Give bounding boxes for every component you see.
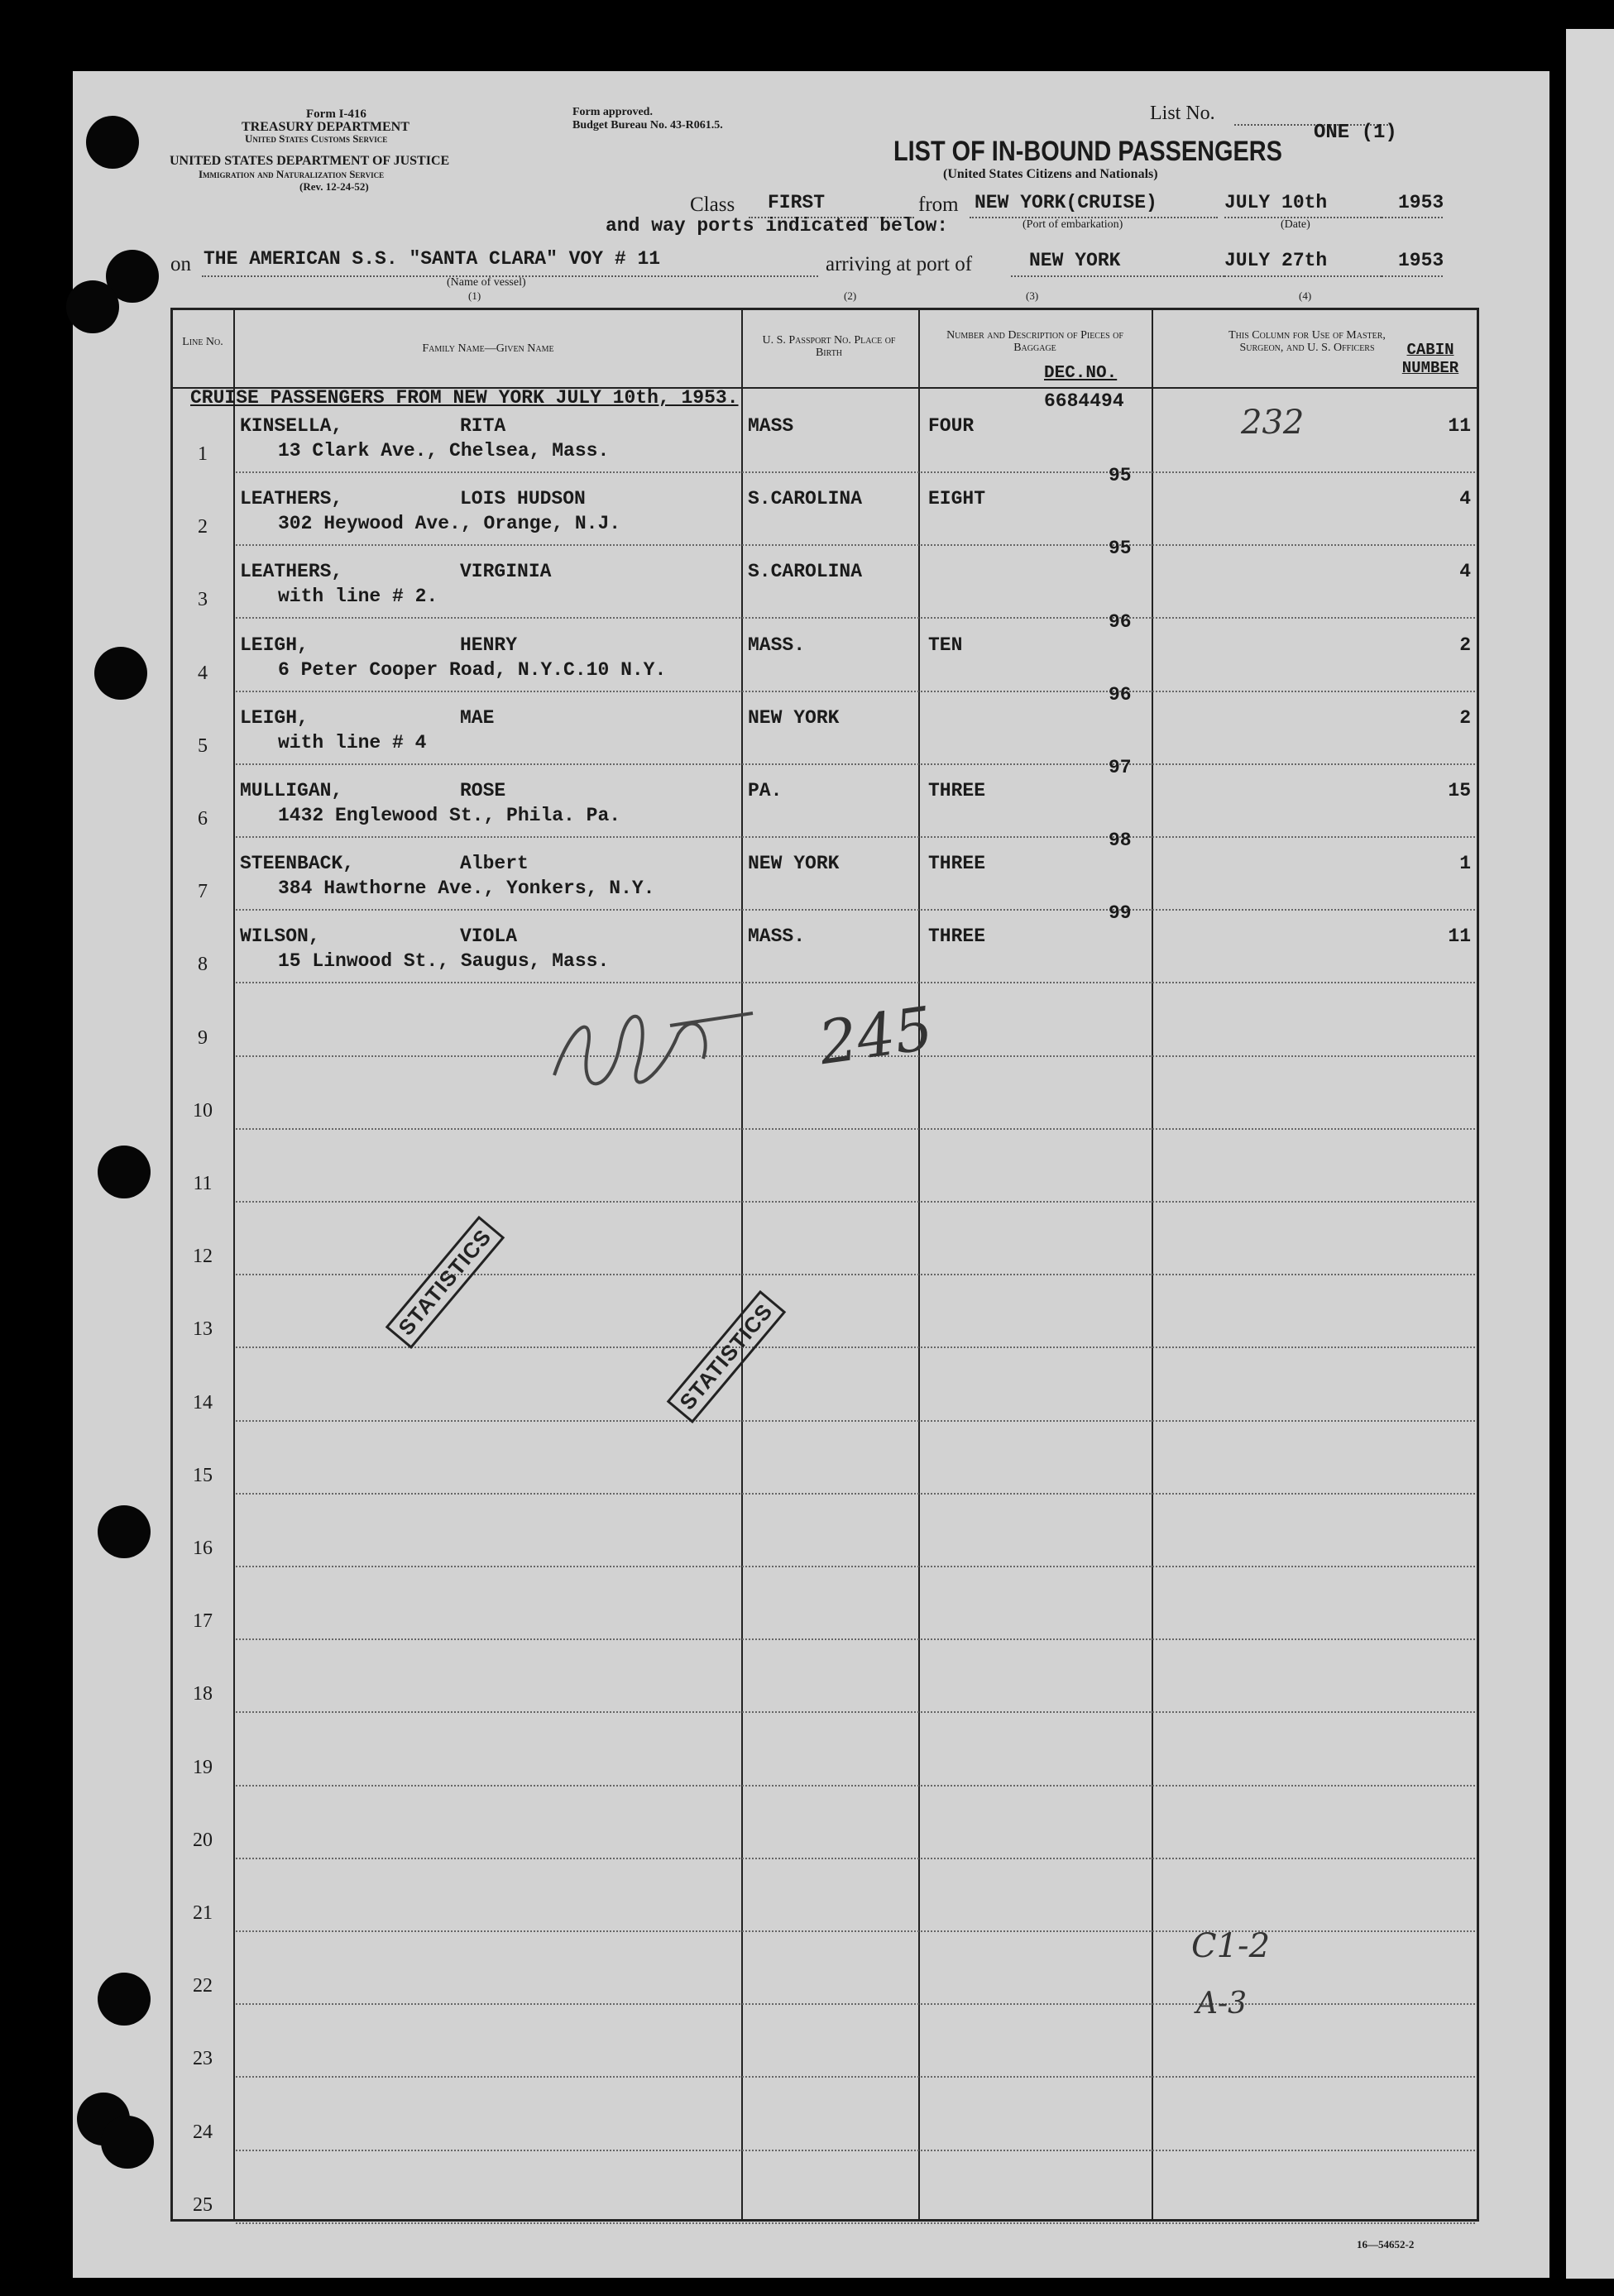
address: 1432 Englewood St., Phila. Pa. [278,805,621,826]
departure-year: 1953 [1398,192,1444,213]
family-name: STEENBACK, [240,853,355,875]
declaration-number: 99 [1109,902,1132,925]
line-number: 7 [198,881,208,903]
row-dotted-line [236,1930,1475,1932]
caption-num-2: (2) [844,289,857,302]
row-dotted-line [236,691,1475,692]
row-dotted-line [236,1201,1475,1203]
table-right-border [1477,308,1479,2222]
note-c: C1-2 [1191,1927,1271,1965]
col-header-line-no: Line No. [182,336,223,348]
line-number: 6 [198,808,208,830]
signature-number: 245 [814,993,937,1079]
declaration-number: 95 [1109,465,1132,487]
punch-hole [101,2116,154,2169]
budget-bureau: Budget Bureau No. 43-R061.5. [572,119,723,132]
arrival-date: JULY 27th [1224,250,1328,271]
punch-hole [86,116,139,169]
family-name: LEIGH, [240,634,309,656]
given-name: Albert [460,853,529,875]
vessel-caption-num: (1) [468,289,481,302]
given-name: RITA [460,415,506,437]
given-name: VIRGINIA [460,561,552,583]
given-name: HENRY [460,634,518,656]
line-number: 10 [193,1099,213,1122]
declaration-number: 98 [1109,830,1132,852]
address: 302 Heywood Ave., Orange, N.J. [278,513,621,535]
form-subtitle: (United States Citizens and Nationals) [943,167,1158,181]
on-label: on [170,253,191,275]
note-a: A-3 [1196,1987,1248,2021]
line-number: 9 [198,1026,208,1049]
line-number: 8 [198,954,208,976]
cabin-number: 2 [1459,706,1471,729]
statistics-stamp: STATISTICS [667,1290,786,1423]
row-dotted-line [236,763,1475,765]
punch-hole [94,647,147,700]
arrival-date-line [1224,275,1382,277]
arrival-year: 1953 [1398,250,1444,271]
row-dotted-line [236,1493,1475,1495]
place-of-birth: MASS. [748,634,806,656]
line-number: 4 [198,662,208,684]
line-number: 12 [193,1246,213,1268]
adjacent-page-edge [1566,29,1614,2279]
place-of-birth: NEW YORK [748,853,840,875]
baggage-pieces: THREE [928,926,986,948]
col-header-officers: This Column for Use of Master, Surgeon, and U. S. Officers [1228,329,1386,354]
cabin-number: 11 [1448,415,1471,437]
ins-label: Immigration and Naturalization Service [199,168,385,180]
line-number: 1 [198,443,208,465]
justice-dept: UNITED STATES DEPARTMENT OF JUSTICE [170,154,450,168]
baggage-pieces: EIGHT [928,488,986,510]
customs-service: United States Customs Service [245,132,388,145]
table-top-border [170,308,1479,310]
vessel-name: THE AMERICAN S.S. "SANTA CLARA" VOY # 11 [204,248,661,270]
given-name: ROSE [460,780,506,801]
vessel-caption: (Name of vessel) [447,276,526,289]
line-number: 22 [193,1975,213,1997]
row-dotted-line [236,2076,1475,2078]
way-ports-label: and way ports indicated below: [606,215,949,237]
line-number: 16 [193,1538,213,1559]
row-dotted-line [236,1566,1475,1567]
cabin-number: 2 [1459,634,1471,656]
punch-hole [98,1505,151,1558]
place-of-birth: S.CAROLINA [748,561,863,583]
list-no-value: ONE (1) [1314,122,1397,144]
officer-note: 232 [1241,404,1305,442]
row-dotted-line [236,617,1475,619]
line-number: 20 [193,1829,213,1851]
row-dotted-line [236,2003,1475,2005]
line-number: 19 [193,1756,213,1778]
row-dotted-line [236,909,1475,911]
cabin-number: 11 [1448,926,1471,948]
given-name: LOIS HUDSON [460,488,586,510]
address: 15 Linwood St., Saugus, Mass. [278,950,610,973]
address: 13 Clark Ave., Chelsea, Mass. [278,440,610,462]
row-dotted-line [236,836,1475,838]
punch-hole [98,1146,151,1198]
line-number: 23 [193,2048,213,2070]
declaration-number: 96 [1109,683,1132,706]
line-number: 14 [193,1391,213,1413]
dec-no-header: DEC.NO. [1044,364,1118,383]
port-caption: (Port of embarkation) [1023,218,1123,231]
row-dotted-line [236,1274,1475,1275]
family-name: LEATHERS, [240,488,343,510]
from-label: from [918,194,959,216]
line-number: 25 [193,2193,213,2216]
line-number: 5 [198,734,208,757]
row-dotted-line [236,1638,1475,1640]
family-name: WILSON, [240,926,320,948]
place-of-birth: MASS [748,415,794,437]
form-approved: Form approved. [572,106,653,118]
col-divider-passport [918,308,920,2222]
col-header-passport: U. S. Passport No. Place of Birth [762,334,896,359]
cruise-header: CRUISE PASSENGERS FROM NEW YORK JULY 10th, 1953. [190,387,739,409]
revision-date: (Rev. 12-24-52) [299,180,369,193]
form-number: Form I-416 [306,108,366,121]
year-line [1382,217,1443,218]
col-divider-line [233,308,235,2222]
list-no-label: List No. [1150,103,1215,124]
declaration-number: 95 [1109,538,1132,560]
line-number: 3 [198,589,208,611]
line-number: 24 [193,2121,213,2143]
col-header-name: Family Name—Given Name [422,342,554,355]
row-dotted-line [236,982,1475,983]
col-header-cabin: CABIN NUMBER [1401,341,1459,377]
given-name: MAE [460,706,495,729]
caption-num-3: (3) [1026,289,1039,302]
date-caption: (Date) [1281,218,1310,231]
table-left-border [170,308,173,2222]
place-of-birth: NEW YORK [748,706,840,729]
row-dotted-line [236,2222,1475,2224]
arrival-year-line [1382,275,1443,277]
declaration-number: 97 [1109,757,1132,778]
col-divider-name [741,308,743,2222]
arrival-port: NEW YORK [1029,250,1121,271]
treasury-dept: TREASURY DEPARTMENT [242,120,409,134]
from-value: NEW YORK(CRUISE) [975,192,1157,213]
line-number: 15 [193,1464,213,1486]
statistics-stamp: STATISTICS [386,1216,505,1349]
caption-num-4: (4) [1299,289,1312,302]
declaration-number: 6684494 [1044,390,1124,412]
line-number: 18 [193,1683,213,1705]
arriving-label: arriving at port of [826,253,973,275]
line-number: 21 [193,1902,213,1924]
family-name: LEIGH, [240,706,309,729]
row-dotted-line [236,2150,1475,2151]
place-of-birth: MASS. [748,926,806,948]
family-name: MULLIGAN, [240,780,343,801]
cabin-number: 15 [1448,780,1471,801]
family-name: KINSELLA, [240,415,343,437]
form-title: LIST OF IN-BOUND PASSENGERS [893,136,1282,167]
line-number: 11 [193,1173,213,1194]
baggage-pieces: FOUR [928,415,975,437]
class-label: Class [690,194,735,216]
cabin-number: 4 [1459,488,1471,510]
address: 6 Peter Cooper Road, N.Y.C.10 N.Y. [278,658,667,681]
given-name: VIOLA [460,926,518,948]
baggage-pieces: THREE [928,853,986,875]
punch-hole [98,1973,151,2026]
row-dotted-line [236,1785,1475,1787]
signature-scribble [538,976,852,1117]
address: with line # 2. [278,586,438,608]
departure-date: JULY 10th [1224,192,1328,213]
line-number: 2 [198,516,208,538]
baggage-pieces: THREE [928,780,986,801]
class-value: FIRST [768,192,826,213]
form-footer: 16—54652-2 [1357,2238,1415,2251]
row-dotted-line [236,471,1475,473]
row-dotted-line [236,1347,1475,1348]
address: with line # 4 [278,731,427,753]
row-dotted-line [236,1858,1475,1859]
place-of-birth: S.CAROLINA [748,488,863,510]
place-of-birth: PA. [748,780,783,801]
cabin-number: 4 [1459,561,1471,583]
table-bottom-border [170,2219,1479,2222]
arrival-port-line [1011,275,1224,277]
row-dotted-line [236,1711,1475,1713]
col-divider-baggage [1152,308,1153,2222]
line-number: 13 [193,1318,213,1341]
address: 384 Hawthorne Ave., Yonkers, N.Y. [278,878,655,900]
col-header-baggage: Number and Description of Pieces of Baggage [946,329,1123,354]
declaration-number: 96 [1109,610,1132,633]
baggage-pieces: TEN [928,634,963,656]
row-dotted-line [236,544,1475,546]
row-dotted-line [236,1128,1475,1130]
line-number: 17 [193,1610,213,1633]
punch-hole [66,280,119,333]
family-name: LEATHERS, [240,561,343,583]
cabin-number: 1 [1459,853,1471,875]
row-dotted-line [236,1420,1475,1422]
